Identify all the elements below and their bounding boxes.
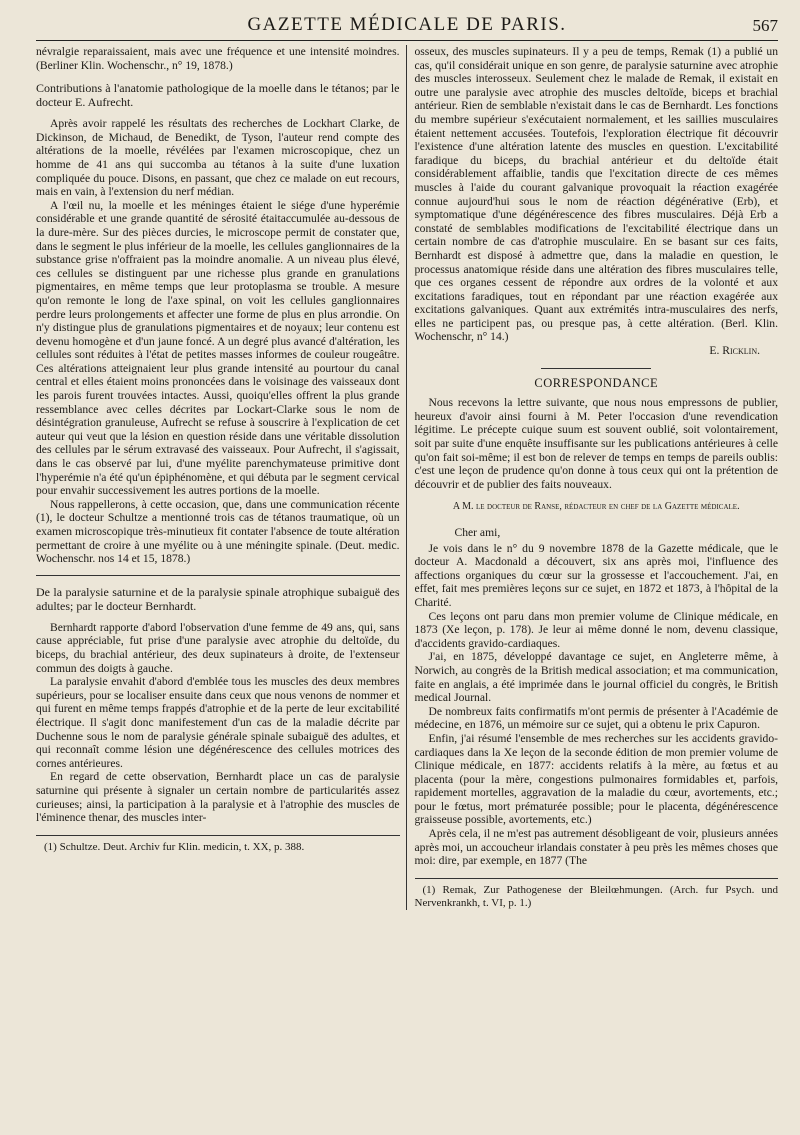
letter-greeting: Cher ami,	[454, 526, 501, 539]
letter-paragraph: J'ai, en 1875, développé davantage ce sujet, en Angleterre même, à Norwich, au congrès de la British medical association; et ma communication, faite en anglais, a été imprimée dans le journal officiel du congrès, le British medical Journal.	[414, 650, 778, 705]
continued-paragraph: névralgie reparaissaient, mais avec une fréquence et une intensité moindres. (Berliner Klin. Wochenschr., n° 19, 1878.)	[36, 45, 400, 72]
footnote: (1) Remak, Zur Pathogenese der Bleilœhmungen. (Arch. fur Psych. und Nervenkrankh, t. VI, p. 1.)	[414, 883, 778, 909]
two-column-body	[36, 45, 778, 910]
article-paragraph: Après avoir rappelé les résultats des recherches de Lockhart Clarke, de Dickinson, de Michaud, de Benedikt, de Tyson, l'auteur rend compte des altérations de la moelle, révélées par l'examen microscopique, chez un homme de 41 ans qui succomba au tétanos à la suite d'une luxation compliquée du pouce. Disons, en passant, que chez ce malade on eut recours, mais en vain, à l'extension du nerf médian.	[36, 117, 400, 199]
footnote-divider	[36, 835, 400, 836]
left-column	[36, 45, 406, 910]
article-divider	[36, 575, 400, 576]
page-number: 567	[752, 16, 778, 35]
section-divider	[541, 368, 651, 369]
article-signature: E. Ricklin.	[709, 344, 760, 358]
article-title-paralysie: De la paralysie saturnine et de la paralysie spinale atrophique subaiguë des adultes; par le docteur Bernhardt.	[36, 584, 400, 613]
section-heading: CORRESPONDANCE	[534, 375, 659, 390]
article-paragraph: La paralysie envahit d'abord d'emblée tous les muscles des deux membres supérieurs, pour se localiser ensuite dans ceux que nous venons de nommer et qui furent en même temps frappés d'atrophie et de la perte de leur excitabilité électrique. Il s'agit donc manifestement d'un cas de la maladie décrite par Duchenne sous le nom de paralysie générale spinale subaiguë des adultes, et qui reconnaît comme lésion une dégénérescence des cellules motrices des cornes antérieures.	[36, 675, 400, 770]
letter-address: A M. le docteur de Ranse, rédacteur en chef de la Gazette médicale.	[452, 501, 740, 513]
letter-paragraph: Je vois dans le n° du 9 novembre 1878 de la Gazette médicale, que le docteur A. Macdonald a découvert, six ans après moi, l'influence des affections organiques du cœur sur la grossesse et l'accouchement. J'ai, en effet, fait mes premières leçons sur ce sujet, en 1872 et 1873, à l'hôpital de la Charité.	[414, 541, 778, 609]
right-column	[407, 45, 779, 910]
page-header	[36, 14, 778, 41]
letter-paragraph: Ces leçons ont paru dans mon premier volume de Clinique médicale, en 1873 (Xe leçon, p. 178). Je leur ai même donné le nom, devenu classique, d'accidents gravido-cardiaques.	[414, 609, 778, 650]
footnote: (1) Schultze. Deut. Archiv fur Klin. medicin, t. XX, p. 388.	[44, 840, 305, 853]
footnote-divider	[415, 878, 779, 879]
article-paragraph: Nous rappellerons, à cette occasion, que, dans une communication récente (1), le docteur Schultze a mentionné trois cas de tétanos traumatique, où un examen microscopique très-minutieux fit contater l'absence de toute altération permettant de croire à une myélite ou à une méningite spinale. (Deut. medic. Wochenschr. nos 14 et 15, 1878.)	[36, 497, 400, 566]
continued-paragraph: osseux, des muscles supinateurs. Il y a peu de temps, Remak (1) a publié un cas, qu'il considérait unique en son genre, de paralysie saturnine avec atrophie des muscles interosseux. Seulement chez le malade de Remak, il existait en outre une paralysie avec atrophie des muscles deltoïde, biceps et brachial antérieur. Rien de semblable n'existait dans le cas de Bernhardt. Les fonctions du membre supérieur s'exécutaient normalement, et les saillies musculaires étaient nettement accusées. Toutefois, l'exploration électrique fit découvrir l'existence d'une altération latente des muscles en question. L'excitabilité faradique du biceps, du brachial antérieur et du deltoïde était considérablement affaiblie, tandis que l'excitation directe de ces mêmes muscles à l'aide du courant galvanique provoquait la réaction exagérée connue aujourd'hui sous le nom de réaction dégénérative (Erb), et symptomatique d'une dégénérescence des fibres musculaires. Déjà Erb a constaté de semblables modifications de l'excitabilité électrique dans un certain nombre de cas d'atrophie musculaire. En se basant sur ces faits, Bernhardt est disposé à admettre que, dans la maladie en question, le processus anatomique réside dans une altération des fibres musculaires telle, que ces organes cessent de répondre aux ordres de la volonté et aux excitations faradiques, tout en répondant par une réaction exagérée aux excitations galvaniques. Quant aux extrémités intra-musculaires des nerfs, elles ne participent pas, ou presque pas, à cette altération. (Berl. Klin. Wochenschr, n° 14.)	[414, 45, 778, 344]
editor-intro: Nous recevons la lettre suivante, que nous nous empressons de publier, heureux d'avoir ainsi fourni à M. Peter l'occasion d'une revendication légitime. Le précepte cuique suum est souvent oublié, soit volontairement, soit par suite d'une enquête insuffisante sur les publications antérieures à celle qu'on fait soi-même; il est bon de relever de temps en temps de pareils oublis: c'est une leçon de prudence qu'on donne à tous ceux qui ont la prétention de découvrir et de publier des faits nouveaux.	[414, 396, 778, 491]
letter-paragraph: Enfin, j'ai résumé l'ensemble de mes recherches sur les accidents gravido-cardiaques dans la Xe leçon de la seconde édition de mon premier volume de Clinique médicale, en 1877: accidents relatifs à la mère, au fœtus et au placenta (pour la mère, congestions pulmonaires formidables et, parfois, rapidement mortelles, aggravation de la maladie du cœur, avortements, etc.; pour le fœtus, mort prématurée possible; pour le placenta, dégénérescence graisseuse possible, avortements, etc.)	[414, 731, 778, 827]
letter-paragraph: De nombreux faits confirmatifs m'ont permis de présenter à l'Académie de médecine, en 1876, un mémoire sur ce sujet, qui a obtenu le prix Capuron.	[414, 704, 778, 732]
article-paragraph: Bernhardt rapporte d'abord l'observation d'une femme de 49 ans, qui, sans cause appréciable, fut prise d'une paralysie avec atrophie du deltoïde, du biceps, du brachial antérieur, des deux supinateurs à droite, de l'extenseur commun des doigts à gauche.	[36, 620, 400, 675]
letter-paragraph: Après cela, il ne m'est pas autrement désobligeant de voir, plusieurs années après moi, un accoucheur irlandais constater à peu près les mêmes choses que moi: dire, par exemple, en 1877 (The	[414, 827, 778, 868]
journal-title: GAZETTE MÉDICALE DE PARIS.	[247, 14, 567, 35]
article-title-tetanos: Contributions à l'anatomie pathologique de la moelle dans le tétanos; par le docteur E. Aufrecht.	[36, 81, 400, 110]
article-paragraph: A l'œil nu, la moelle et les méninges étaient le siége d'une hyperémie considérable et une grande quantité de sérosité étaitaccumulée au-dessous de la dure-mère. Sur des pièces durcies, le microscope permit de constater que, dans le segment le plus inférieur de la moelle, les cellules ganglionnaires de la substance grise n'offraient pas la moindre anomalie. A un niveau plus élevé, ces cellules se distinguent par une richesse plus grande en granulations pigmentaires, en même temps que leur protoplasma se trouble. A mesure qu'on remonte le long de l'axe spinal, on voit les cellules ganglionnaires perdre leurs prolongements et affecter une forme de plus en plus arrondie. On n'y distingue plus de granulations pigmentaires et de noyaux; leur contenu est devenu homogène et d'un jaune foncé. A un degré plus avancé d'altération, les cellules sont réduites à l'état de petites masses informes de couleur rougeâtre. Ces altérations atteignaient leur plus grande intensité au pourtour du canal central et elles étaient moins prononcées dans le voisinage des vaisseaux dont les parois furent trouvées intactes. Aussi, quoiqu'elles offrent la plus grande ressemblance avec celles décrites par Lockart-Clarke sous le nom de désintégration granuleuse, Aufrecht se refuse à souscrire à l'explication de cet auteur qui veut que la lésion en question réside dans une véritable dissolution des cellules par le sérum extravasé des vaisseaux. Pour Aufrecht, il s'agissait, dans le cas observé par lui, d'une myélite parenchymateuse primitive dont l'hyperémie n'a été qu'un épiphénomène, et qui débuta par le segment cervical pour envahir successivement les autres portions de la moelle.	[36, 198, 400, 498]
article-paragraph: En regard de cette observation, Bernhardt place un cas de paralysie saturnine qui présente à signaler un certain nombre de particularités assez curieuses; ainsi, la participation à la paralysie et à l'atrophie des muscles de l'éminence thenar, des muscles inter-	[36, 770, 400, 825]
